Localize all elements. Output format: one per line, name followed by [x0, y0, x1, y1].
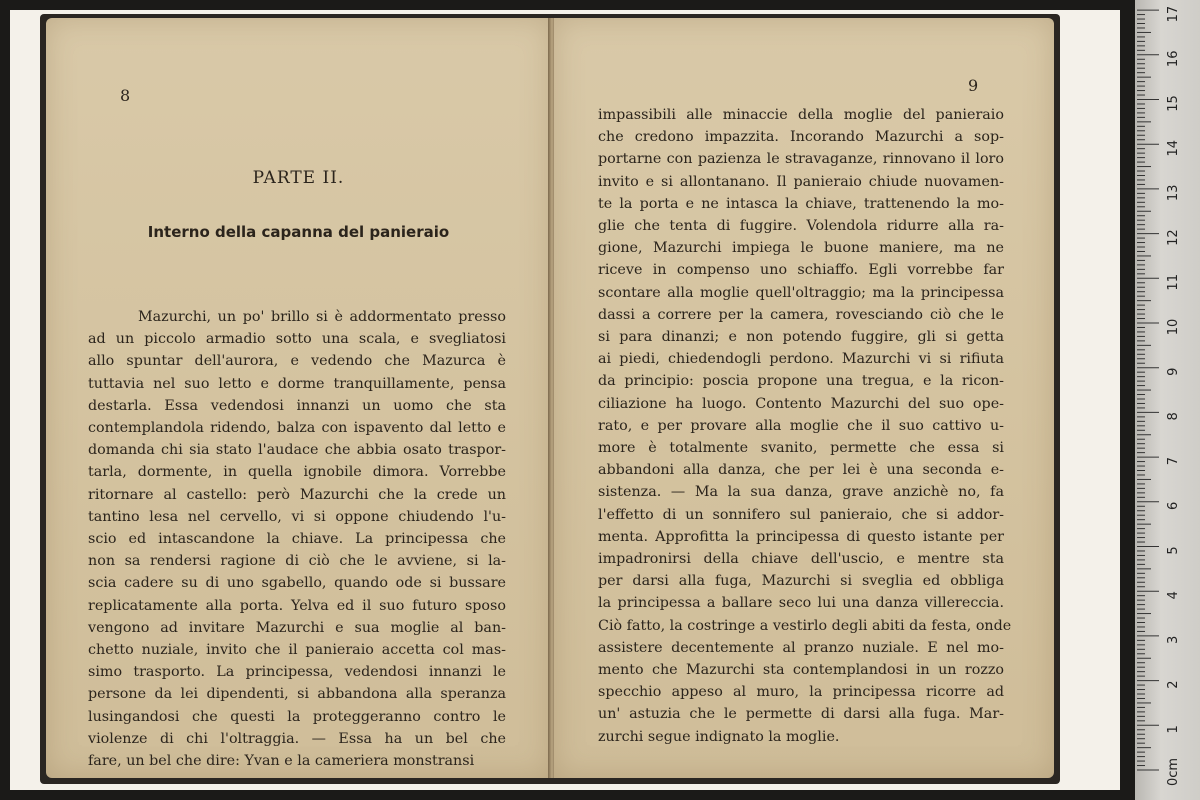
text-line: si para dinanzi; e non potendo fuggire, gli si getta	[598, 329, 1004, 346]
text-line: per darsi alla fuga, Mazurchi si sveglia ed obbliga	[598, 573, 1004, 590]
text-line: fare, un bel che dire: Yvan e la cameriera monstransi	[88, 753, 475, 770]
ruler-label: 9	[1166, 367, 1181, 376]
ruler-label: 11	[1166, 274, 1181, 291]
text-line: chetto nuziale, invito che il panieraio accetta col mas-	[88, 642, 506, 659]
text-line: ciliazione ha luogo. Contento Mazurchi del suo ope-	[598, 395, 1004, 412]
ruler-label: 6	[1166, 501, 1181, 510]
ruler-label: 0cm	[1166, 757, 1181, 787]
text-line: simo trasporto. La principessa, vedendosi innanzi le	[88, 664, 506, 681]
ruler-label: 2	[1166, 680, 1181, 689]
ruler-label: 10	[1166, 318, 1181, 336]
ruler-label: 1	[1166, 725, 1181, 734]
ruler-label: 5	[1166, 546, 1181, 555]
text-line: da principio: poscia propone una tregua, e la ricon-	[598, 373, 1004, 390]
text-line: Ciò fatto, la costringe a vestirlo degli abiti da festa, onde	[598, 617, 1012, 634]
page-number: 9	[968, 76, 979, 95]
text-line: allo spuntar dell'aurora, e vedendo che Mazurca è	[88, 353, 506, 370]
text-line: replicatamente alla porta. Yelva ed il suo futuro sposo	[88, 597, 506, 614]
text-line: sistenza. — Ma la sua danza, grave anzichè no, fa	[598, 484, 1004, 501]
text-line: menta. Approfitta la principessa di questo istante per	[598, 528, 1004, 545]
text-line: tantino lesa nel cervello, vi si oppone chiudendo l'u-	[88, 508, 506, 525]
text-line: rato, e per provare alla moglie che il suo cattivo u-	[598, 417, 1004, 434]
text-line: invito e si allontanano. Il panieraio chiude nuovamen-	[598, 173, 1004, 190]
text-line: Mazurchi, un po' brillo si è addormentato presso	[138, 309, 506, 325]
text-line: persone da lei dipendenti, si abbandona alla speranza	[88, 686, 506, 703]
text-line: ritornare al castello: però Mazurchi che la crede un	[88, 486, 506, 503]
ruler-label: 15	[1166, 95, 1181, 112]
text-line: dassi a correre per la camera, rovesciando ciò che le	[598, 306, 1004, 323]
text-line: impassibili alle minaccie della moglie del panieraio	[598, 107, 1004, 123]
text-line: abbandoni alla danza, che per lei è una seconda e-	[598, 462, 1004, 479]
page-number: 8	[120, 86, 131, 105]
text-line: te la porta e ne intasca la chiave, trattenendo la mo-	[598, 195, 1004, 212]
measuring-ruler	[1135, 0, 1200, 800]
text-line: zurchi segue indignato la moglie.	[598, 728, 840, 745]
ruler-label: 12	[1166, 229, 1181, 246]
ruler-label: 14	[1166, 139, 1181, 157]
text-line: un' astuzia che le permette di darsi alla fuga. Mar-	[598, 706, 1004, 723]
text-line: mento che Mazurchi sta contemplandosi in un rozzo	[598, 662, 1004, 679]
text-line: ai piedi, chiedendogli perdono. Mazurchi vi si rifiuta	[598, 351, 1004, 368]
part-title: PARTE II.	[252, 168, 345, 188]
text-line: violenze di chi l'oltraggia. — Essa ha un bel che	[88, 730, 506, 747]
text-line: non sa rendersi ragione di ciò che le avviene, si la-	[88, 553, 506, 570]
ruler-label: 16	[1166, 50, 1181, 68]
text-line: impadronirsi della chiave dell'uscio, e mentre sta	[598, 551, 1004, 568]
text-line: scia cadere su di uno sgabello, quando ode si bussare	[88, 575, 506, 592]
text-line: scontare alla moglie quell'oltraggio; ma la principessa	[598, 284, 1004, 301]
text-line: tarla, dormente, in quella ignobile dimora. Vorrebbe	[88, 464, 506, 481]
right-body-text	[598, 104, 1012, 748]
text-line: vengono ad invitare Mazurchi e sua moglie al ban-	[88, 619, 506, 636]
ruler-label: 3	[1166, 635, 1181, 645]
scene-title: Interno della capanna del panieraio	[147, 223, 450, 241]
text-line: glie che tenta di fuggire. Volendola ridurre alla ra-	[598, 218, 1004, 235]
text-line: portarne con pazienza le stravaganze, rinnovano il loro	[598, 151, 1004, 168]
text-line: contemplandola ridendo, balza con ispavento dal letto e	[88, 420, 506, 437]
left-page	[46, 18, 551, 778]
ruler-label: 4	[1166, 591, 1181, 600]
text-line: che credono impazzita. Incorando Mazurchi a sop-	[598, 129, 1004, 146]
text-line: ad un piccolo armadio sotto una scala, e svegliatosi	[88, 331, 506, 348]
text-line: more è totalmente svanito, permette che essa si	[598, 440, 1004, 457]
text-line: lusingandosi che questi la proteggeranno contro le	[88, 708, 506, 725]
text-line: specchio appeso al muro, la principessa ricorre ad	[598, 684, 1004, 701]
text-line: scio ed intascandone la chiave. La principessa che	[88, 531, 506, 548]
text-line: gione, Mazurchi impiega le buone maniere, ma ne	[598, 240, 1004, 257]
right-page	[554, 18, 1054, 778]
text-line: riceve in compenso uno schiaffo. Egli vorrebbe far	[598, 262, 1004, 279]
text-line: la principessa a ballare seco lui una danza villereccia.	[598, 595, 1004, 612]
left-body-text	[88, 306, 506, 772]
ruler-scale	[1135, 0, 1200, 800]
text-line: tuttavia nel suo letto e dorme tranquillamente, pensa	[88, 375, 506, 392]
ruler-label: 8	[1166, 412, 1181, 421]
text-line: domanda chi sia stato l'audace che abbia osato traspor-	[88, 442, 506, 459]
ruler-label: 17	[1166, 5, 1181, 23]
text-line: assistere decentemente al pranzo nuziale. E nel mo-	[598, 639, 1004, 656]
text-line: l'effetto di un sonnifero sul panieraio, che si addor-	[598, 506, 1004, 523]
ruler-label: 13	[1166, 184, 1181, 202]
ruler-label: 7	[1166, 456, 1181, 466]
text-line: destarla. Essa vedendosi innanzi un uomo che sta	[88, 397, 506, 414]
